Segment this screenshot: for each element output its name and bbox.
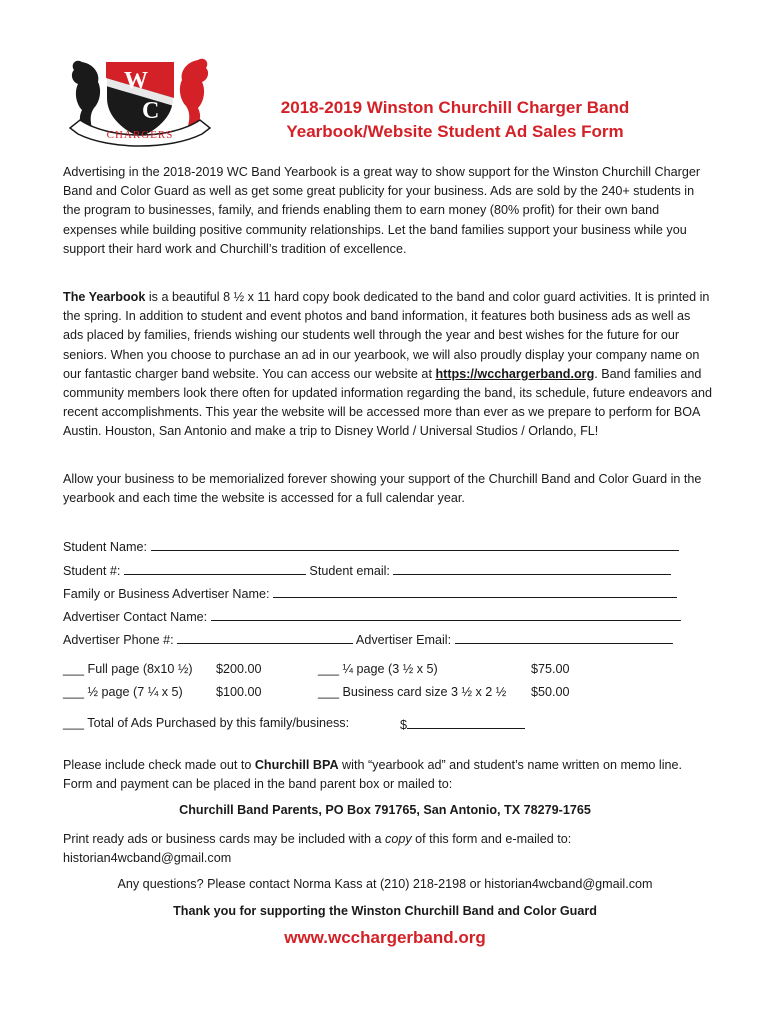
payment-paragraph	[63, 756, 713, 794]
half-page-label: ½ page (7 ¼ x 5)	[87, 685, 183, 699]
quarter-page-blank[interactable]: ___	[318, 662, 340, 676]
business-card-option[interactable]	[318, 685, 506, 699]
yearbook-text-b: . Band families and community members look there often for updated information regarding the band, its schedule, future endeavors and recent accomplishments. This year the website will be accessed more than ever as we prepare to perform for BOA Austin. Houston, San Antonio and make a trip to Disney World / Universal Studios / Orlando, FL!	[63, 366, 712, 439]
yearbook-paragraph	[63, 288, 713, 442]
half-page-blank[interactable]: ___	[63, 685, 85, 699]
phone-row	[63, 631, 673, 647]
payment-text-b: with “yearbook ad” and student’s name written on memo line. Form and payment can be placed in the band parent box or mailed to:	[63, 758, 683, 792]
website-link[interactable]: https://wcchargerband.org	[435, 366, 595, 381]
title-line-2: Yearbook/Website Student Ad Sales Form	[286, 122, 624, 141]
advertiser-name-row	[63, 585, 677, 601]
contact-name-label: Advertiser Contact Name:	[63, 610, 208, 624]
site-url-line	[0, 928, 770, 948]
student-email-field[interactable]	[393, 562, 671, 575]
student-number-row	[63, 562, 671, 578]
questions-line: Any questions? Please contact Norma Kass at (210) 218-2198 or historian4wcband@gmail.com	[117, 877, 653, 891]
thanks-line: Thank you for supporting the Winston Churchill Band and Color Guard	[173, 904, 597, 918]
advertiser-email-field[interactable]	[455, 631, 673, 644]
print-ready-paragraph	[63, 830, 713, 868]
half-page-price: $100.00	[216, 685, 262, 699]
business-card-price: $50.00	[531, 685, 570, 699]
full-page-label: Full page (8x10 ½)	[87, 662, 193, 676]
total-blank[interactable]: ___	[63, 716, 85, 730]
payment-text-a: Please include check made out to	[63, 758, 255, 772]
quarter-page-option[interactable]	[318, 662, 438, 676]
full-page-blank[interactable]: ___	[63, 662, 85, 676]
payee-name: Churchill BPA	[254, 758, 339, 772]
total-amount-field[interactable]	[407, 716, 525, 729]
chargers-crest-logo	[60, 48, 220, 148]
total-row	[63, 716, 349, 730]
phone-label: Advertiser Phone #:	[63, 633, 174, 647]
total-currency: $	[400, 718, 408, 732]
business-card-label: Business card size 3 ½ x 2 ½	[342, 685, 507, 699]
print-text-a: Print ready ads or business cards may be included with a	[63, 832, 386, 846]
student-name-label: Student Name:	[63, 540, 148, 554]
total-label: Total of Ads Purchased by this family/business:	[87, 716, 350, 730]
phone-field[interactable]	[177, 631, 353, 644]
logo-banner-text: CHARGERS	[106, 129, 174, 141]
total-amount-row	[400, 716, 525, 732]
site-url-link[interactable]: www.wcchargerband.org	[284, 928, 486, 947]
logo-initial-c: C	[142, 98, 160, 124]
advertiser-name-field[interactable]	[273, 585, 677, 598]
print-text-b: of this form and e-mailed to:	[411, 832, 572, 846]
advertiser-name-label: Family or Business Advertiser Name:	[63, 587, 270, 601]
student-number-label: Student #:	[63, 564, 121, 578]
full-page-price: $200.00	[216, 662, 262, 676]
student-email-label: Student email:	[309, 564, 390, 578]
memorialize-paragraph: Allow your business to be memorialized forever showing your support of the Churchill Band and Color Guard in the yearbook and each time the website is accessed for a full calendar year.	[63, 472, 702, 506]
contact-name-field[interactable]	[211, 608, 681, 621]
quarter-page-label: ¼ page (3 ½ x 5)	[342, 662, 438, 676]
logo-initial-w: W	[124, 68, 148, 94]
copy-word: copy	[385, 832, 412, 846]
yearbook-text-a: is a beautiful 8 ½ x 11 hard copy book dedicated to the band and color guard activities. It is printed in the spring. In addition to student and event photos and band information, it features both business ads as well as ads placed by families, friends wishing our students well through the year and best wishes for the future for our seniors. When you choose to purchase an ad in our yearbook, we will also proudly display your company name on our fantastic charger band website. You can access our website at	[63, 290, 710, 381]
student-number-field[interactable]	[124, 562, 306, 575]
mailing-address: Churchill Band Parents, PO Box 791765, San Antonio, TX 78279-1765	[179, 803, 591, 817]
intro-paragraph: Advertising in the 2018-2019 WC Band Yearbook is a great way to show support for the Winston Churchill Charger Band and Color Guard as well as get some great publicity for your business. Ads are sold by the 240+ students in the program to businesses, family, and friends enabling them to earn money (80% profit) for their own band expenses while building positive community relationships. Let the band families support your business while you support their hard work and Churchill’s tradition of excellence.	[63, 165, 701, 256]
title-line-1: 2018-2019 Winston Churchill Charger Band	[280, 98, 630, 117]
half-page-option[interactable]	[63, 685, 183, 699]
student-name-row	[63, 538, 679, 554]
yearbook-lead: The Yearbook	[63, 290, 146, 304]
full-page-option[interactable]	[63, 662, 193, 676]
quarter-page-price: $75.00	[531, 662, 570, 676]
student-name-field[interactable]	[151, 538, 679, 551]
advertiser-email-label: Advertiser Email:	[355, 633, 452, 647]
print-email: historian4wcband@gmail.com	[63, 851, 232, 866]
business-card-blank[interactable]: ___	[318, 685, 340, 699]
page-title	[230, 96, 680, 144]
contact-name-row	[63, 608, 681, 624]
